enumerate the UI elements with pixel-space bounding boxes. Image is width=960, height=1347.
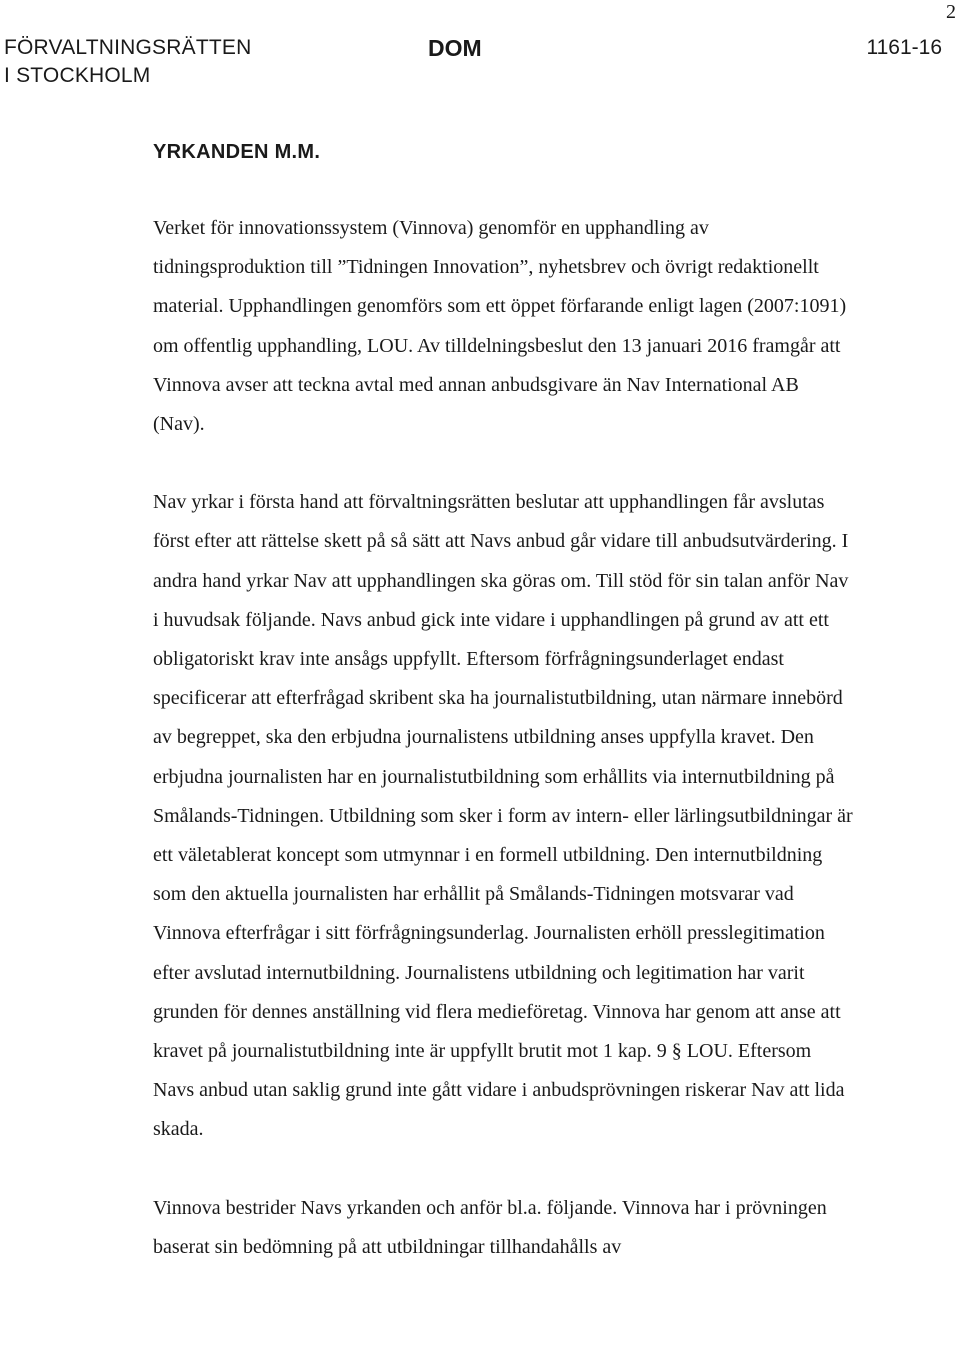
court-name (4, 34, 251, 90)
section-heading: YRKANDEN M.M. (153, 141, 321, 163)
case-number: 1161-16 (866, 36, 942, 59)
page-number: 2 (946, 1, 956, 23)
court-name-line-1: FÖRVALTNINGSRÄTTEN (4, 36, 252, 59)
document-type: DOM (428, 35, 482, 61)
paragraph-vinnova-response: Vinnova bestrider Navs yrkanden och anför bl.a. följande. Vinnova har i prövningen baserat sin bedömning på att utbildningar tillhandahålls av (153, 1196, 827, 1258)
document-header (4, 34, 942, 90)
court-name-line-2: I STOCKHOLM (4, 64, 151, 87)
paragraph-background: Verket för innovationssystem (Vinnova) genomför en upphandling av tidningsproduktion till ”Tidningen Innovation”, nyhetsbrev och övrigt redaktionellt material. Upphandlingen genomförs som ett öppet förfarande enligt lagen (2007:1091) om offentlig upphandling, LOU. Av tilldelningsbeslut den 13 januari 2016 framgår att Vinnova avser att teckna avtal med annan anbudsgivare än Nav International AB (Nav). (153, 217, 847, 436)
document-body (153, 136, 853, 1267)
paragraph-nav-claims: Nav yrkar i första hand att förvaltningsrätten beslutar att upphandlingen får avslutas först efter att rättelse skett på så sätt att Navs anbud går vidare till anbudsutvärdering. I andra hand yrkar Nav att upphandlingen ska göras om. Till stöd för sin talan anför Nav i huvudsak följande. Navs anbud gick inte vidare i upphandlingen på grund av att ett obligatoriskt krav inte ansågs uppfyllt. Eftersom förfrågningsunderlaget endast specificerar att efterfrågad skribent ska ha journalistutbildning, utan närmare innebörd av begreppet, ska den erbjudna journalistens utbildning anses uppfylla kravet. Den erbjudna journalisten har en journalistutbildning som erhållits via internutbildning på Smålands-Tidningen. Utbildning som sker i form av intern- eller lärlingsutbildningar är ett väletablerat koncept som utmynnar i en formell utbildning. Den internutbildning som den aktuella journalisten har erhållit på Smålands-Tidningen motsvarar vad Vinnova efterfrågar i sitt förfrågningsunderlag. Journalisten erhöll presslegitimation efter avslutad internutbildning. Journalistens utbildning och legitimation har varit grunden för dennes anställning vid flera medieföretag. Vinnova har genom att anse att kravet på journalistutbildning inte är uppfyllt brutit mot 1 kap. 9 § LOU. Eftersom Navs anbud utan saklig grund inte gått vidare i anbudsprövningen riskerar Nav att lida skada. (153, 491, 853, 1141)
